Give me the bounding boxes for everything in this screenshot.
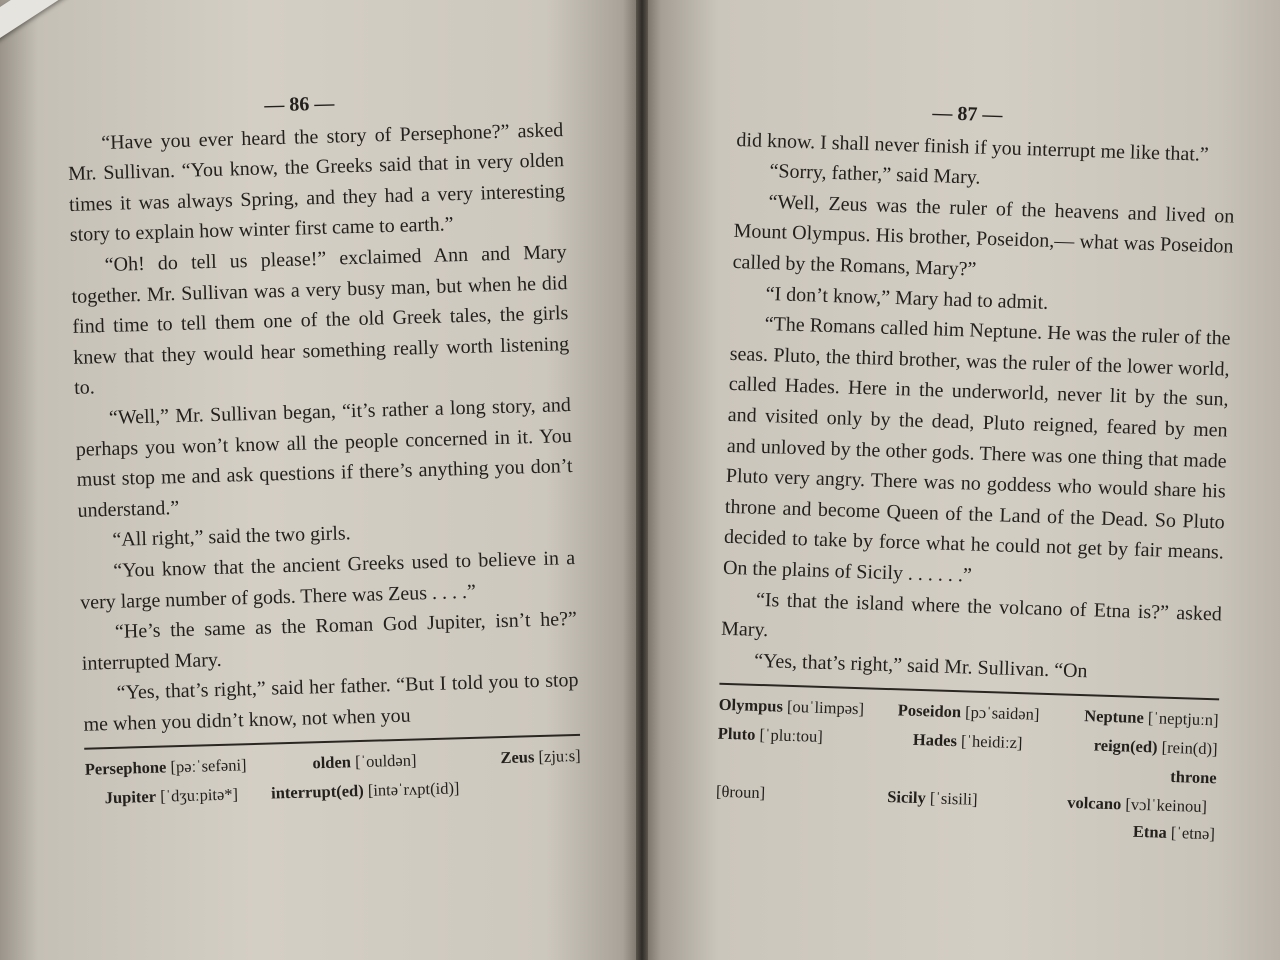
paragraph: “Yes, that’s right,” said Mr. Sullivan. “On [753, 649, 1088, 682]
paragraph: “The Romans called him Neptune. He was the ruler of the seas. Pluto, the third brother, was the ruler of the lower world, called Hades. Here in the underworld, never lit by the sun, and visited only by the dead, Pluto reigned, feared by men and unloved by the other gods. There was one thing that made Pluto very angry. There was no goddess who would share his throne and become Queen of the Land of the Dead. So Pluto decided to take by force what he could not get by fair means. On the plains of Sicily . . . . . .” [722, 313, 1231, 587]
vocab-entry [1061, 702, 1219, 734]
vocab-entry [270, 746, 459, 778]
page-number: — 86 — [264, 92, 335, 117]
vocab-entry [890, 696, 1048, 728]
vocab-pronunciation: [ˈsisili] [929, 788, 978, 810]
vocab-pronunciation: [θroun] [715, 781, 766, 803]
vocab-pronunciation: [intəˈrʌpt(id)] [367, 778, 460, 801]
vocab-pronunciation: [ouˈlimpəs] [786, 697, 865, 719]
vocab-pronunciation: [ˈneptjuːn] [1147, 708, 1219, 730]
vocab-word: Poseidon [897, 700, 962, 722]
paragraph: “He’s the same as the Roman God Jupiter, isn’t he?” interrupted Mary. [81, 608, 578, 675]
vocab-pronunciation: [ˈetnə] [1170, 823, 1216, 844]
paragraph: “Have you ever heard the story of Persephone?” asked Mr. Sullivan. “You know, the Greeks said that in very olden times it was always Spring, and they had a very interesting story to explain how winter first came to earth.” [67, 118, 566, 247]
vocab-word: Jupiter [104, 787, 157, 808]
paragraph: “Well,” Mr. Sullivan began, “it’s rather a long story, and perhaps you won’t know all the people concerned in it. You must stop me and ask questions if there’s anything you don’t understand.” [75, 393, 573, 522]
vocab-entry [271, 775, 460, 807]
paragraph: “You know that the ancient Greeks used to believe in a very large number of gods. There was Zeus . . . .” [79, 546, 576, 614]
paragraph: “Sorry, father,” said Mary. [769, 160, 981, 189]
vocab-pronunciation: [pəːˈsefəni] [170, 755, 247, 777]
vocab-pronunciation: [ˈheidiːz] [960, 731, 1023, 753]
vocab-pronunciation: [vɔlˈkeinou] [1125, 794, 1208, 817]
vocab-entry [1060, 731, 1218, 763]
vocab-word: reign(ed) [1093, 735, 1158, 757]
vocab-pronunciation: [rein(d)] [1161, 737, 1218, 759]
vocab-entry [718, 691, 876, 723]
vocab-entry [472, 742, 581, 772]
right-page [642, 0, 1280, 960]
vocab-entry [887, 783, 1045, 815]
paragraph: “Is that the island where the volcano of Etna is?” asked Mary. [720, 588, 1223, 642]
vocab-word: volcano [1066, 792, 1122, 814]
vocab-word: Persephone [84, 757, 167, 780]
left-page-text [66, 82, 582, 812]
vocab-pronunciation: [ˈdʒuːpitə*] [159, 784, 239, 807]
vocab-pronunciation: [ˈpluːtou] [759, 725, 824, 747]
right-page-text [715, 92, 1238, 848]
vocab-pronunciation: [pɔˈsaidən] [964, 702, 1040, 725]
paragraph: “Oh! do tell us please!” exclaimed Ann and Mary together. Mr. Sullivan was a very busy man, but when he did find time to tell them one of the old Greek tales, the girls knew that they would hear something really worth listening to. [71, 241, 570, 400]
paragraph: “I don’t know,” Mary had to admit. [765, 282, 1049, 314]
paragraph: “All right,” said the two girls. [112, 522, 351, 552]
vocab-word: Olympus [718, 694, 784, 716]
vocabulary-list [716, 691, 1219, 821]
vocab-word: Etna [1132, 822, 1168, 843]
book-spine [636, 0, 648, 960]
vocab-word: Zeus [500, 747, 535, 768]
vocab-word: Pluto [717, 723, 756, 745]
vocab-entry [84, 751, 256, 783]
vocab-pronunciation: [ˈouldən] [354, 750, 417, 772]
vocabulary-list [84, 742, 581, 812]
vocab-entry [1059, 760, 1217, 792]
paragraph: did know. I shall never finish if you interrupt me like that.” [736, 128, 1210, 166]
vocab-entry [717, 720, 875, 752]
vocab-word: Neptune [1083, 706, 1145, 728]
page-number: — 87 — [932, 102, 1003, 127]
vocab-word: olden [312, 752, 352, 773]
paragraph: “Well, Zeus was the ruler of the heavens and lived on Mount Olympus. His brother, Poseidon,— what was Poseidon called by the Romans, Mary?” [732, 190, 1235, 281]
vocab-word: throne [1169, 767, 1217, 788]
vocab-entry [85, 780, 257, 812]
vocab-word: Sicily [886, 787, 927, 808]
vocab-entry [889, 725, 1047, 757]
vocab-word: interrupt(ed) [270, 781, 364, 804]
vocab-pronunciation: [zjuːs] [538, 746, 581, 767]
vocab-word: Hades [912, 730, 958, 751]
paragraph: “Yes, that’s right,” said her father. “But I told you to stop me when you didn’t know, not when you [83, 669, 579, 736]
vocab-entry [1057, 816, 1215, 848]
